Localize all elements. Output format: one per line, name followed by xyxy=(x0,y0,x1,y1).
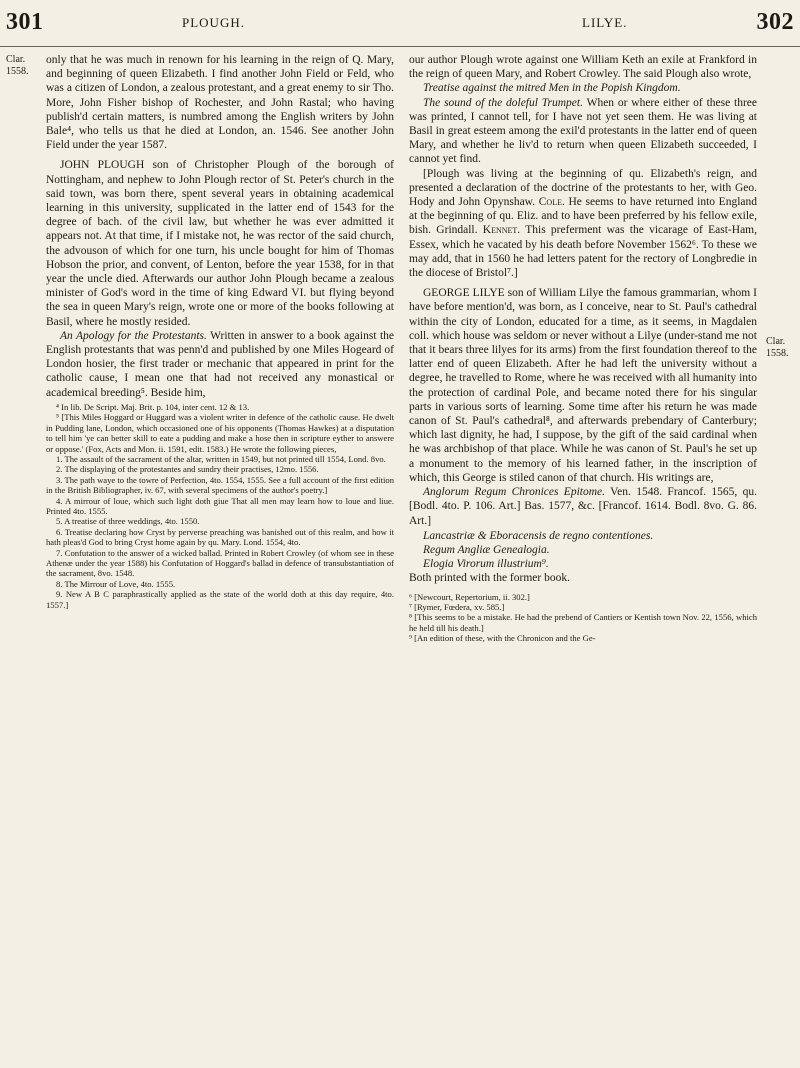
footnote: 2. The displaying of the protestantes and sundry their practises, 12mo. 1556. xyxy=(56,464,319,475)
paragraph-field-continued: only that he was much in renown for his learning in the reign of Q. Mary, and beginning of queen Elizabeth. I find another John Field or Feld, who was a citizen of London, a zealous protestant, and a great enemy to sir Tho. More, John Fisher bishop of Rochester, and John Rastal; who having publish'd certain matters, is numbred among the English writers by John Bale⁴, who tells us that he died at London, an. 1546. See another John Field under the year 1587. xyxy=(46,54,394,152)
page-number-left: 301 xyxy=(6,9,44,35)
editorial-note xyxy=(409,167,757,281)
work-apology xyxy=(46,329,394,400)
note-text: [Plough was living at the beginning of qu. Elizabeth's reign, and presented a declaration of the doctrine of the protestants to her, with Geo. Hody and John Opynshaw. xyxy=(409,167,757,209)
margin-note-left xyxy=(6,54,29,78)
margin-label: Clar. xyxy=(766,336,786,347)
right-column xyxy=(409,53,757,644)
entry-john-plough: JOHN PLOUGH son of Christopher Plough of the borough of Nottingham, and nephew to John Plough rector of St. Peter's church in the said town, was born there, spent several years in obtaining academical learning in this university, supplicated in the latter end of 1543 for the degree of bach. of the civil law, but whether he was ever admitted it appears not. At that time, if I mistake not, he was rector of the said church, the advouson of which for one turn, his uncle bought for him of Thomas Hobson the prior, and convent, of Lenton, before the year 1538, for in that year the uncle died. Afterwards our author John Plough became a zealous minister of God's word in the time of king Edward VI. but flying beyond the sea in queen Mary's reign, wrote one or more of the books following at Basil, where he mostly resided. xyxy=(46,159,394,328)
work-title: Anglorum Regum Chronices Epitome. xyxy=(423,486,605,499)
footnote: ⁷ [Rymer, Fœdera, xv. 585.] xyxy=(409,601,505,612)
footnotes-left xyxy=(46,402,394,610)
footnote: 9. New A B C paraphrastically applied as the state of the world doth at this day require, 4to. 1557.] xyxy=(46,589,394,610)
running-head-right: LILYE. xyxy=(582,15,628,30)
work-treatise: Treatise against the mitred Men in the Popish Kingdom. xyxy=(423,82,681,95)
work-description: Ven. 1548. Francof. 1565, qu. [Bodl. 4to. P. 106. Art.] Bas. 1577, &c. [Francof. 1614. Bodl. 8vo. G. 86. Art.] xyxy=(409,486,757,527)
grouped-works xyxy=(409,529,757,586)
brace-note: Both printed with the former book. xyxy=(409,572,570,585)
note-text: He seems to have returned into England at the beginning of qu. Eliz. and to have been preferred by his fellow exile, bish. Grindall. xyxy=(409,196,757,237)
work-genealogia: Regum Angliæ Genealogia. xyxy=(423,543,550,556)
footnote: 4. A mirrour of loue, which such light doth giue That all men may learn how to loue and liue. Printed 4to. 1555. xyxy=(46,495,394,516)
source-cole: Cole. xyxy=(538,196,565,209)
margin-year: 1558. xyxy=(6,66,29,77)
footnote: 1. The assault of the sacrament of the altar, written in 1549, but not printed till 1554, Lond. 8vo. xyxy=(56,453,386,464)
footnotes-right xyxy=(409,592,757,644)
work-elogia: Elogia Virorum illustrium⁹. xyxy=(423,558,549,571)
footnote: 3. The path waye to the towre of Perfection, 4to. 1554, 1555. See a full account of the first edition in the British Bibliographer, iv. 67, with several specimens of the author's poetry.] xyxy=(46,474,394,496)
paragraph-plough-continued: our author Plough wrote against one William Keth an exile at Frankford in the reign of queen Mary, and Robert Crowley. The said Plough also wrote, xyxy=(409,54,757,81)
page-header xyxy=(0,0,800,47)
work-lancastriae: Lancastriæ & Eboracensis de regno contentiones. xyxy=(423,529,654,542)
work-title: The sound of the doleful Trumpet. xyxy=(423,96,583,109)
footnote: 6. Treatise declaring how Cryst by perverse preaching was banished out of this realm, and how it hath pleas'd God to bring Cryst home again by qu. Mary. Lond. 1554, 4to. xyxy=(46,526,394,548)
footnote: 7. Confutation to the answer of a wicked ballad. Printed in Robert Crowley (of whom see in these Athenæ under the year 1588) his Confutation of Hoggard's ballad in defence of transubstantiation of the sacrament, 8vo. 1548. xyxy=(46,547,394,579)
note-text: This preferment was the vicarage of East-Ham, Essex, which he vacated by his death before November 1562⁶. To these we may add, that in 1560 he had letters patent for the rectory of Longbredie in the diocese of Bristol⁷.] xyxy=(409,224,757,280)
footnote: ⁸ [This seems to be a mistake. He had the prebend of Cantiers or Kentish town Nov. 22, 1556, which he held till his death.] xyxy=(409,612,757,633)
work-description: Written in answer to a book against the English protestants that was penn'd and published by one Miles Hogeard of London hosier, the first trader or mechanic that appeared in print for the catholic cause, I mean one that had not received any monastical or academical breeding⁵. Beside him, xyxy=(46,329,394,399)
footnote: ⁵ [This Miles Hoggard or Huggard was a violent writer in defence of the catholic cause. He dwelt in Pudding lane, London, which occasioned one of his opponents (Thomas Hawkes) at a disputation to tell him 'ye can better skill to eate a pudding and make a hose then in scripture eyther to answere or oppose.' (Fox, Acts and Mon. ii. 1591, edit. 1583.) He wrote the following pieces, xyxy=(46,412,394,454)
work-title: An Apology for the Protestants. xyxy=(60,329,207,342)
footnote: ⁶ [Newcourt, Repertorium, ii. 302.] xyxy=(409,591,530,602)
margin-year: 1558. xyxy=(766,348,789,359)
footnote: 8. The Mirrour of Love, 4to. 1555. xyxy=(56,578,176,589)
work-description: When or where either of these three was printed, I cannot tell, for I have not yet seen them. He was living at Basil in great esteem among the exil'd protestants in the latter end of queen Mary, and whether he liv'd to return when queen Elizabeth succeeded, I cannot yet find. xyxy=(409,96,758,166)
margin-note-right xyxy=(766,336,789,360)
footnote: ⁹ [An edition of these, with the Chronicon and the Ge- xyxy=(409,633,596,644)
work-chronicle xyxy=(409,485,757,528)
footnote: ⁴ In lib. De Script. Maj. Brit. p. 104, inter cent. 12 & 13. xyxy=(56,401,250,412)
entry-george-lilye: GEORGE LILYE son of William Lilye the famous grammarian, whom I have before mention'd, was born, as I conceive, near to St. Paul's cathedral within the city of London, educated for a time, as it seems, in Magdalen coll. which house was seldom or never without a Lilye (under-stand me not that it bears three lilyes for its arms) from the first foundation thereof to the latter end of queen Elizabeth. After he had left the university without a degree, he travelled to Rome, where he was received with all humanity into the protection of cardinal Pole, and became noted there for his singular parts in various sorts of learning. Some time after his return he was made canon of St. Paul's cathedral⁸, and afterwards prebendary of Canterbury; which last dignity, he had, I suppose, by the gift of the said cardinal when he was archbishop of that place. While he was canon of St. Paul's he set up a monument to the memory of his learned father, in the inscription of which, this George is stiled canon of that church. His writings are, xyxy=(409,287,757,484)
work-trumpet xyxy=(409,96,757,167)
source-kennet: Kennet. xyxy=(482,224,521,237)
margin-label: Clar. xyxy=(6,54,26,65)
running-head-left: PLOUGH. xyxy=(182,15,245,30)
footnote: 5. A treatise of three weddings, 4to. 1550. xyxy=(56,516,200,527)
left-column xyxy=(46,53,394,610)
page-number-right: 302 xyxy=(756,9,794,35)
